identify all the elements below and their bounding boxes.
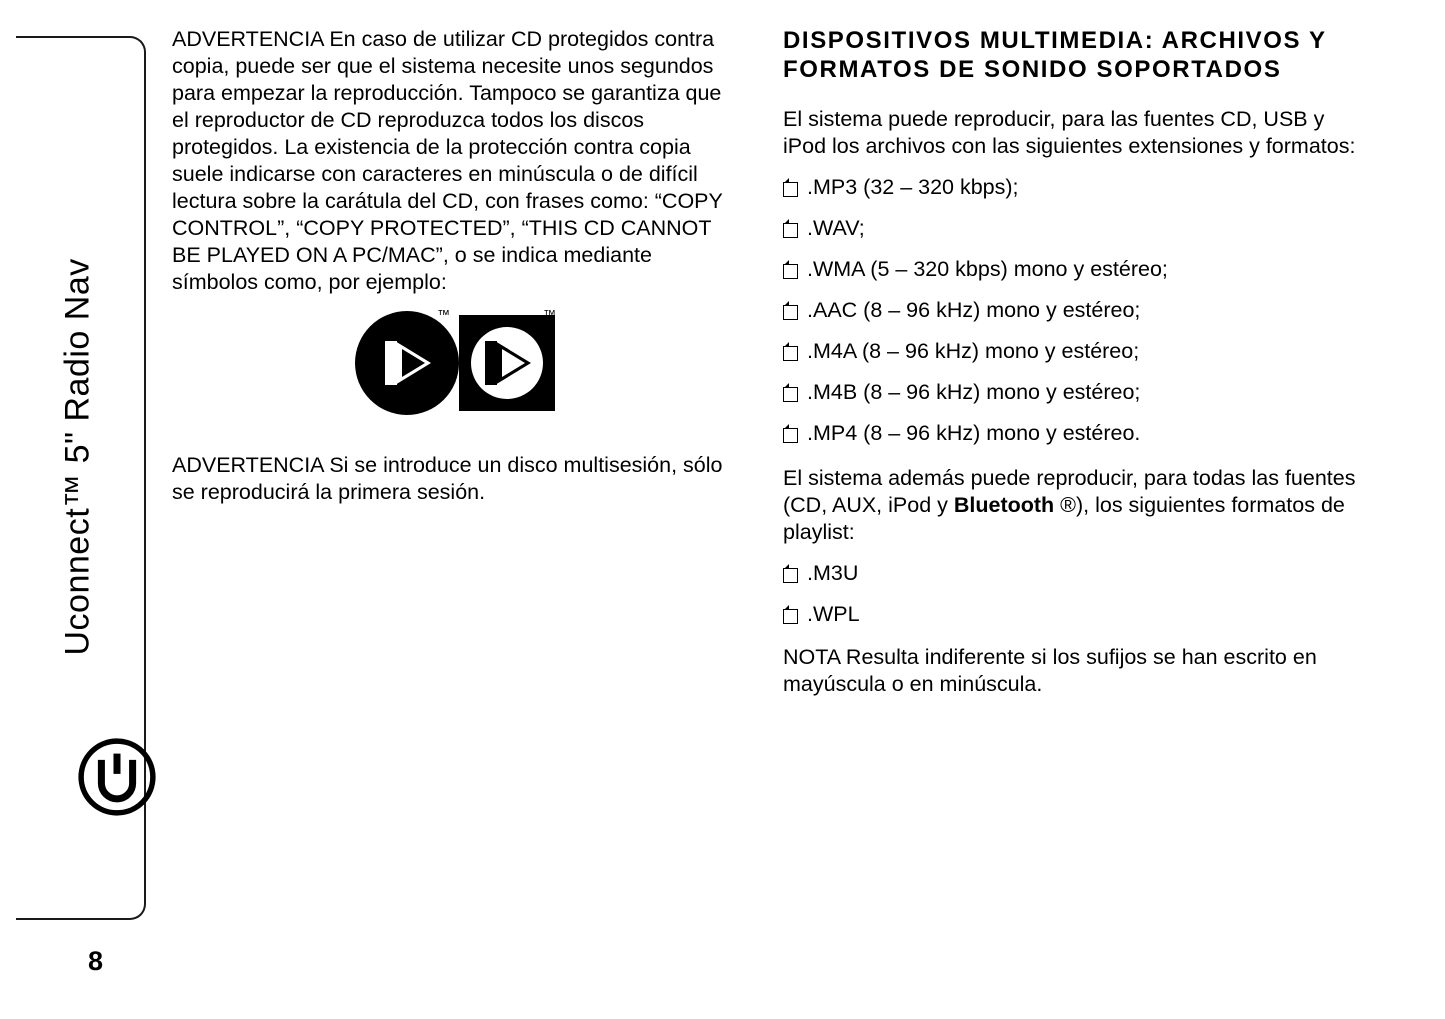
list-item bbox=[783, 174, 1363, 201]
list-item-label: .MP3 (32 – 320 kbps); bbox=[807, 175, 1019, 199]
left-column bbox=[172, 26, 742, 296]
list-item-label: .M4B (8 – 96 kHz) mono y estéreo; bbox=[807, 380, 1141, 404]
list-item bbox=[783, 601, 1363, 628]
page-number: 8 bbox=[88, 946, 104, 976]
bluetooth-brand-name: Bluetooth bbox=[953, 493, 1055, 517]
bullet-square-icon bbox=[783, 387, 798, 402]
bullet-square-icon bbox=[783, 346, 798, 361]
list-item bbox=[783, 560, 1363, 587]
copy-control-cd-logo-icon bbox=[355, 307, 555, 415]
list-item-label: .WAV; bbox=[807, 216, 865, 240]
bullet-square-icon bbox=[783, 609, 798, 624]
list-item bbox=[783, 215, 1363, 242]
list-item bbox=[783, 420, 1363, 447]
list-item bbox=[783, 338, 1363, 365]
list-item-label: .AAC (8 – 96 kHz) mono y estéreo; bbox=[807, 298, 1141, 322]
bullet-square-icon bbox=[783, 223, 798, 238]
right-column bbox=[783, 26, 1363, 698]
playlist-intro-part2: ®), los siguientes formatos de playlist: bbox=[783, 493, 1345, 544]
list-item-label: .WPL bbox=[807, 602, 860, 626]
playlist-intro-paragraph bbox=[783, 465, 1363, 546]
supported-formats-list bbox=[783, 174, 1363, 447]
uconnect-logo-icon bbox=[78, 738, 156, 816]
playlist-intro-part1: El sistema además puede reproducir, para todas las fuentes (CD, AUX, iPod y bbox=[783, 466, 1356, 517]
note-paragraph: NOTA Resulta indiferente si los sufijos se han escrito en mayúscula o en minúscula. bbox=[783, 645, 1317, 696]
bullet-square-icon bbox=[783, 568, 798, 583]
intro-paragraph: El sistema puede reproducir, para las fuentes CD, USB y iPod los archivos con las siguientes extensiones y formatos: bbox=[783, 107, 1356, 158]
warning-paragraph-2: ADVERTENCIA Si se introduce un disco multisesión, sólo se reproducirá la primera sesión. bbox=[172, 453, 723, 504]
list-item-label: .MP4 (8 – 96 kHz) mono y estéreo. bbox=[807, 421, 1141, 445]
side-tab-title: Uconnect™ 5" Radio Nav bbox=[58, 258, 97, 656]
list-item-label: .M3U bbox=[807, 561, 859, 585]
warning-paragraph-1: ADVERTENCIA En caso de utilizar CD protegidos contra copia, puede ser que el sistema necesite unos segundos para empezar la reproducción. Tampoco se garantiza que el reproductor de CD reproduzca todos los discos protegidos. La existencia de la protección contra copia suele indicarse con caracteres en minúscula o de difícil lectura sobre la carátula del CD, con frases como: “COPY CONTROL”, “COPY PROTECTED”, “THIS CD CANNOT BE PLAYED ON A PC/MAC”, o se indica mediante símbolos como, por ejemplo: bbox=[172, 27, 723, 294]
list-item-label: .M4A (8 – 96 kHz) mono y estéreo; bbox=[807, 339, 1140, 363]
list-item bbox=[783, 256, 1363, 283]
playlist-formats-list bbox=[783, 560, 1363, 628]
trademark-symbol-left: ™ bbox=[437, 307, 450, 322]
side-tab-frame bbox=[16, 36, 146, 920]
bullet-square-icon bbox=[783, 428, 798, 443]
list-item bbox=[783, 297, 1363, 324]
list-item bbox=[783, 379, 1363, 406]
bullet-square-icon bbox=[783, 264, 798, 279]
trademark-symbol-right: ™ bbox=[543, 307, 556, 322]
warning-paragraph-2-wrap bbox=[172, 452, 732, 506]
bullet-square-icon bbox=[783, 305, 798, 320]
list-item-label: .WMA (5 – 320 kbps) mono y estéreo; bbox=[807, 257, 1168, 281]
bullet-square-icon bbox=[783, 182, 798, 197]
section-heading: DISPOSITIVOS MULTIMEDIA: ARCHIVOS Y FORMATOS DE SONIDO SOPORTADOS bbox=[783, 27, 1327, 83]
